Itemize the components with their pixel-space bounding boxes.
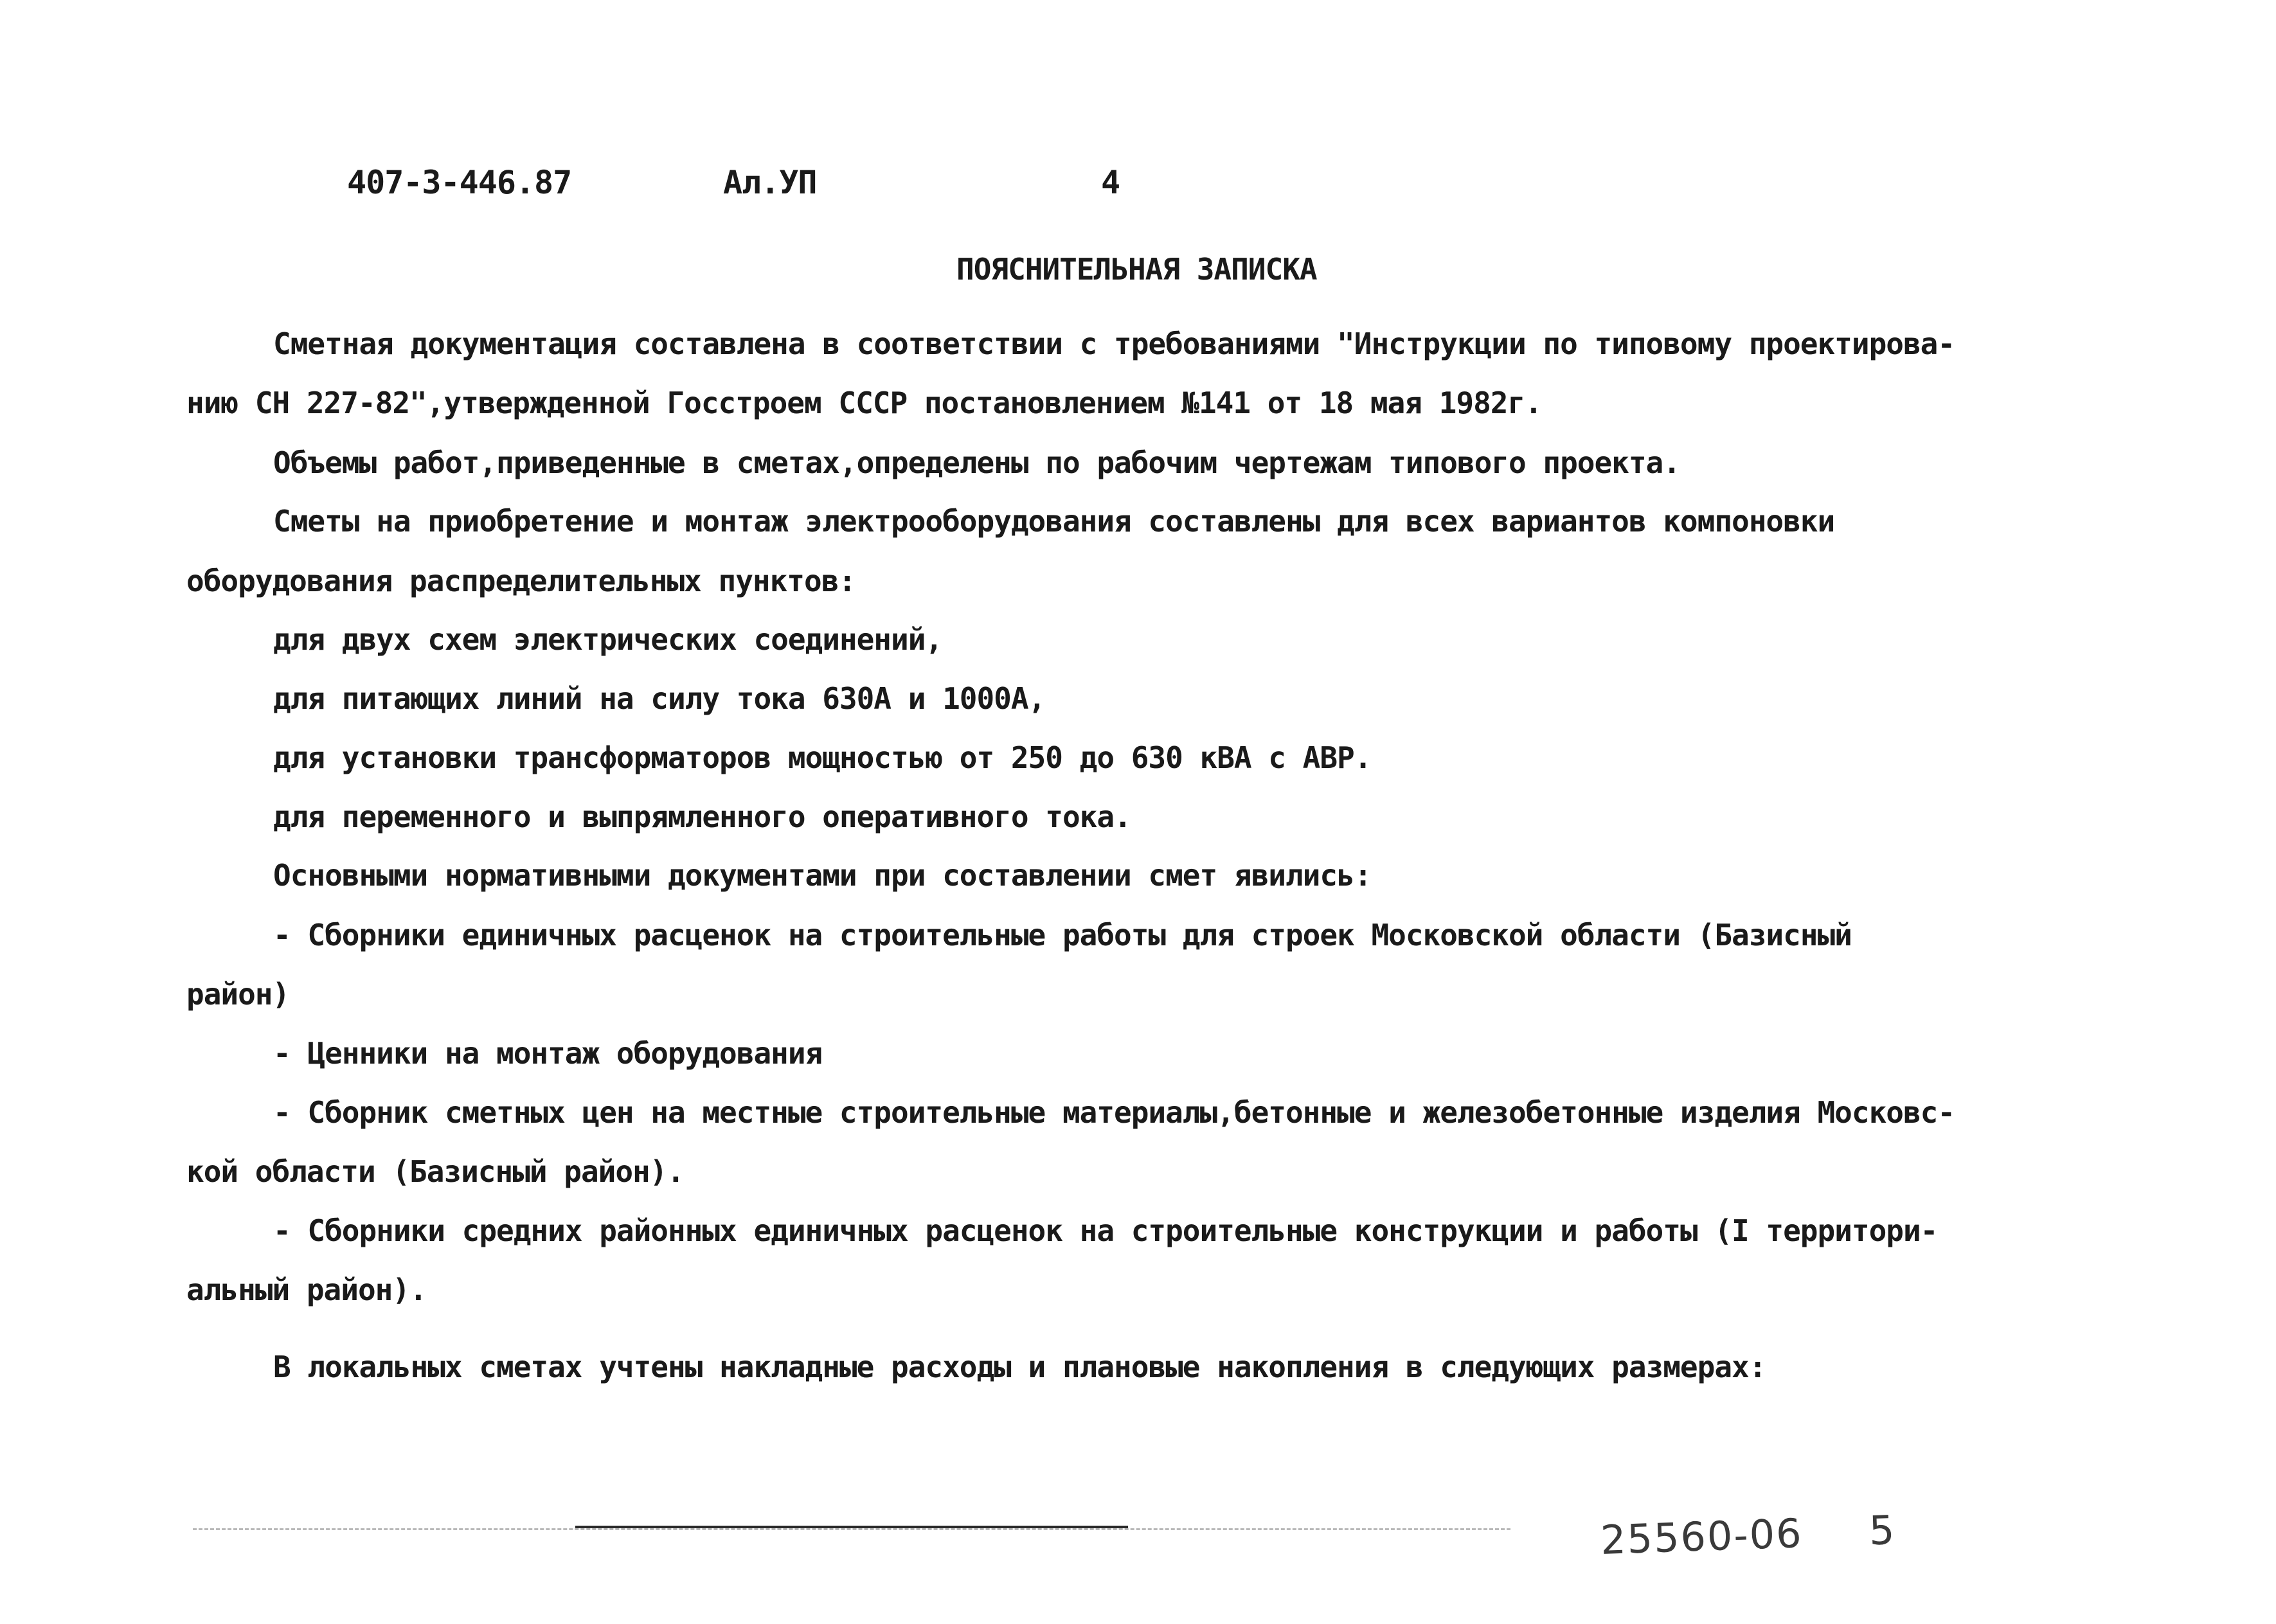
list-line: - Сборники средних районных единичных расценок на строительные конструкции и работы (I территори- xyxy=(273,1213,1938,1248)
archive-number: 25560-06 xyxy=(1599,1510,1804,1564)
paragraph-line: Основными нормативными документами при составлении смет явились: xyxy=(273,858,1372,893)
archive-sheet: 5 xyxy=(1868,1506,1897,1555)
list-line: для двух схем электрических соединений, xyxy=(273,622,943,657)
paragraph-line: оборудования распределительных пунктов: xyxy=(186,564,856,598)
list-line: - Сборник сметных цен на местные строительные материалы,бетонные и железобетонные изделия Московс- xyxy=(273,1095,1955,1130)
page-number: 4 xyxy=(1101,164,1120,201)
sheet-label: Ал.УП xyxy=(723,164,817,201)
list-line: альный район). xyxy=(186,1272,427,1307)
list-line: - Сборники единичных расценок на строительные работы для строек Московской области (Базисный xyxy=(273,918,1852,952)
paragraph-line: Объемы работ,приведенные в сметах,определены по рабочим чертежам типового проекта. xyxy=(273,445,1680,480)
document-title: ПОЯСНИТЕЛЬНАЯ ЗАПИСКА xyxy=(956,252,1317,287)
list-line: кой области (Базисный район). xyxy=(186,1154,685,1189)
footer-rule-faint xyxy=(193,1528,1510,1530)
paragraph-line: В локальных сметах учтены накладные расходы и плановые накопления в следующих размерах: xyxy=(273,1350,1766,1384)
list-line: для переменного и выпрямленного оперативного тока. xyxy=(273,799,1131,834)
archive-stamp xyxy=(1600,1506,1897,1564)
footer-rule xyxy=(575,1526,1128,1528)
document-code: 407-3-446.87 xyxy=(347,164,572,201)
paragraph-line: Сметная документация составлена в соответствии с требованиями "Инструкции по типовому проектирова- xyxy=(273,326,1955,361)
list-line: для установки трансформаторов мощностью от 250 до 630 кВА с АВР. xyxy=(273,740,1372,775)
paragraph-line: Сметы на приобретение и монтаж электрооборудования составлены для всех вариантов компоновки xyxy=(273,504,1835,539)
list-line: - Ценники на монтаж оборудования xyxy=(273,1036,823,1071)
list-line: район) xyxy=(186,977,290,1012)
list-line: для питающих линий на силу тока 630А и 1000А, xyxy=(273,681,1046,716)
paragraph-line: нию СН 227-82",утвержденной Госстроем СССР постановлением №141 от 18 мая 1982г. xyxy=(186,386,1542,420)
